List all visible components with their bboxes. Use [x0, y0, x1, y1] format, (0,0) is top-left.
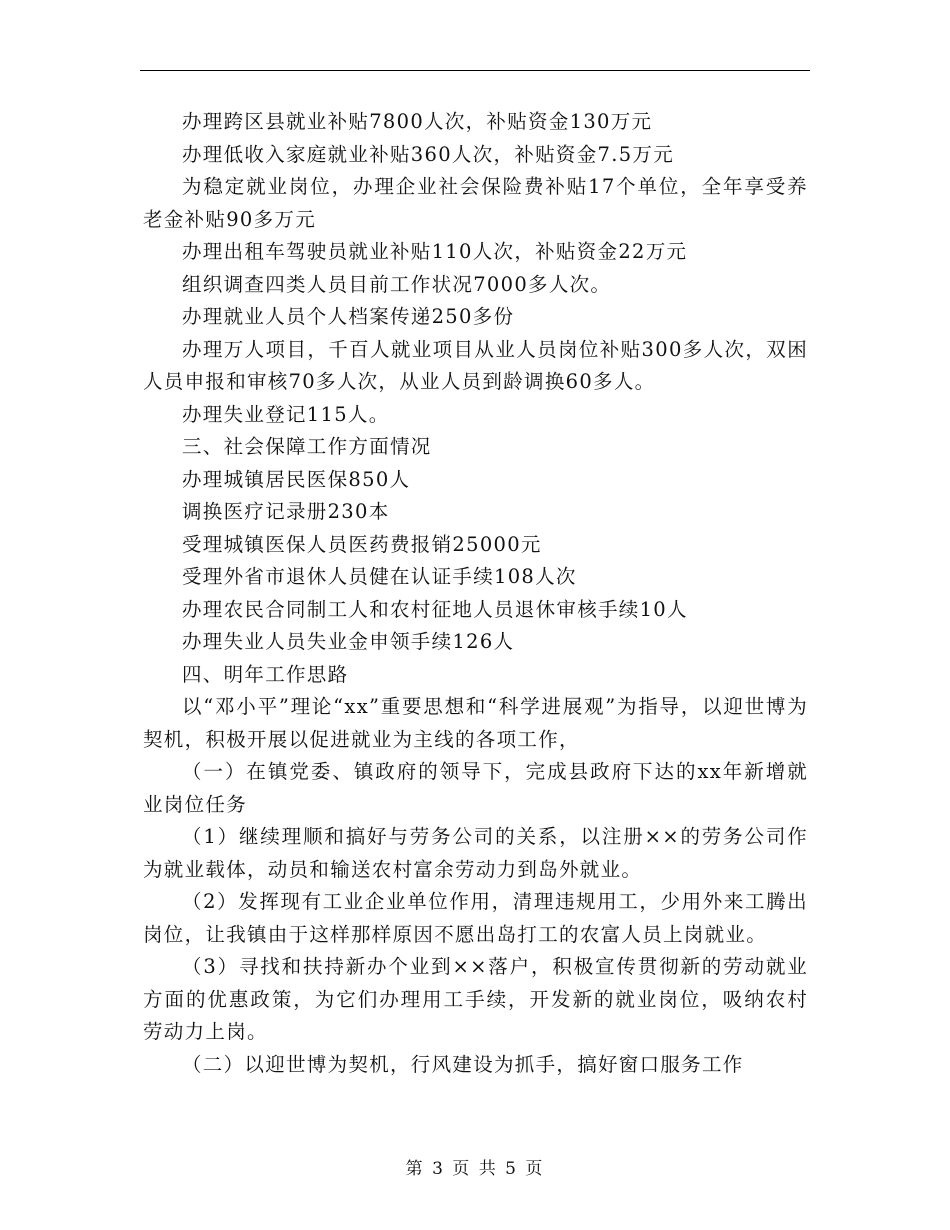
- paragraph: 为稳定就业岗位，办理企业社会保险费补贴17个单位，全年享受养老金补贴90多万元: [143, 175, 808, 231]
- page-number-footer: 第 3 页 共 5 页: [405, 1159, 545, 1179]
- subsection-heading: （一）在镇党委、镇政府的领导下，完成县政府下达的xx年新增就业岗位任务: [143, 760, 808, 816]
- paragraph: 调换医疗记录册230本: [182, 500, 390, 523]
- paragraph: 组织调查四类人员目前工作状况7000多人次。: [182, 272, 612, 296]
- paragraph: 办理出租车驾驶员就业补贴110人次，补贴资金22万元: [182, 240, 688, 263]
- section-heading: 四、明年工作思路: [182, 662, 349, 686]
- paragraph: 办理低收入家庭就业补贴360人次，补贴资金7.5万元: [182, 142, 675, 166]
- section-heading: 三、社会保障工作方面情况: [182, 435, 432, 458]
- subsection-heading: （二）以迎世博为契机，行风建设为抓手，搞好窗口服务工作: [182, 1052, 744, 1076]
- paragraph: （1）继续理顺和搞好与劳务公司的关系，以注册××的劳务公司作为就业载体，动员和输送农村富余劳动力到岛外就业。: [143, 825, 808, 881]
- paragraph: 办理万人项目，千百人就业项目从业人员岗位补贴300多人次，双困人员申报和审核70多人次，从业人员到龄调换60多人。: [143, 337, 808, 393]
- paragraph: 办理失业人员失业金申领手续126人: [182, 630, 515, 653]
- paragraph: 受理外省市退休人员健在认证手续108人次: [182, 565, 577, 588]
- paragraph: 办理失业登记115人。: [182, 402, 390, 426]
- paragraph: 办理农民合同制工人和农村征地人员退休审核手续10人: [182, 597, 688, 621]
- paragraph: 办理就业人员个人档案传递250多份: [182, 305, 515, 328]
- document-body: [143, 106, 808, 1081]
- paragraph: 以“邓小平”理论“xx”重要思想和“科学进展观”为指导，以迎世博为契机，积极开展以促进就业为主线的各项工作，: [143, 695, 808, 751]
- paragraph: 办理城镇居民医保850人: [182, 467, 411, 491]
- paragraph: 受理城镇医保人员医药费报销25000元: [182, 532, 542, 556]
- header-rule: [140, 70, 810, 71]
- paragraph: 办理跨区县就业补贴7800人次，补贴资金130万元: [182, 110, 653, 133]
- paragraph: （3）寻找和扶持新办个业到××落户，积极宣传贯彻新的劳动就业方面的优惠政策，为它们办理用工手续，开发新的就业岗位，吸纳农村劳动力上岗。: [143, 955, 808, 1043]
- paragraph: （2）发挥现有工业企业单位作用，清理违规用工，少用外来工腾出岗位，让我镇由于这样那样原因不愿出岛打工的农富人员上岗就业。: [143, 890, 808, 946]
